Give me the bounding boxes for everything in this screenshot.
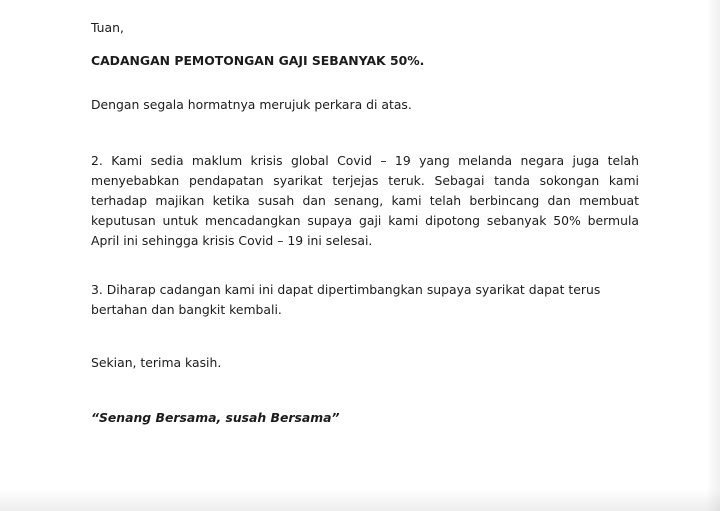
closing-line: Sekian, terima kasih.: [91, 355, 222, 370]
paragraph-2: 2. Kami sedia maklum krisis global Covid – 19 yang melanda negara juga telah menyebabkan pendapatan syarikat terjejas teruk. Sebagai tanda sokongan kami terhadap majikan ketika susah dan senang, kami telah berbincang dan membuat keputusan untuk mencadangkan supaya gaji kami dipotong sebanyak 50% bermula April ini sehingga krisis Covid – 19 ini selesai.: [91, 153, 639, 248]
salutation: Tuan,: [91, 20, 124, 35]
opening-line: Dengan segala hormatnya merujuk perkara di atas.: [91, 97, 412, 112]
page-edge-shadow-bottom: [0, 489, 720, 511]
subject-heading: CADANGAN PEMOTONGAN GAJI SEBANYAK 50%.: [91, 53, 425, 68]
motto: “Senang Bersama, susah Bersama”: [91, 410, 340, 425]
page-edge-shadow-right: [706, 0, 720, 511]
paragraph-3: 3. Diharap cadangan kami ini dapat dipertimbangkan supaya syarikat dapat terus bertahan dan bangkit kembali.: [91, 282, 601, 317]
